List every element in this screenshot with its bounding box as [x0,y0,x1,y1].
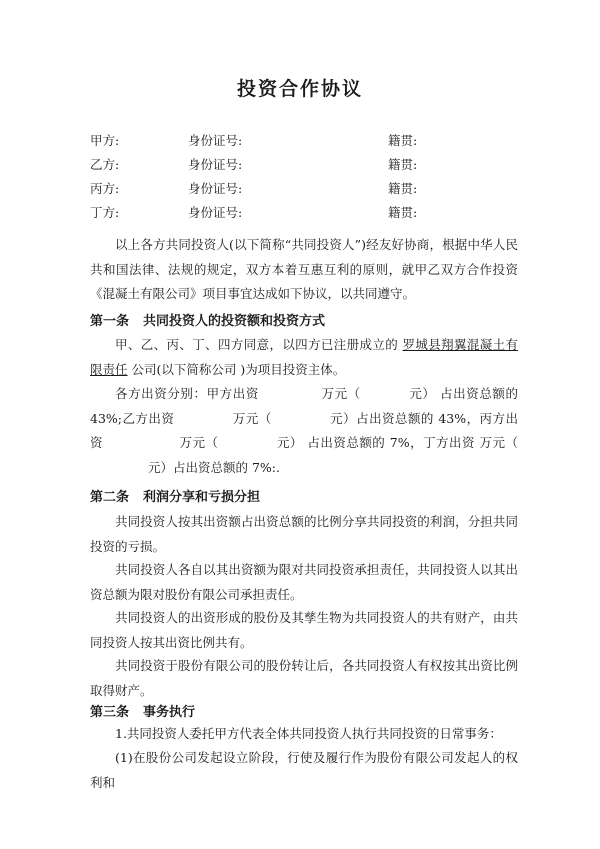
party-origin-label: 籍贯: [388,181,418,196]
article-1-heading [90,310,325,329]
article-3-heading [90,701,195,720]
party-role: 乙方: [90,157,120,172]
article-3-paragraph-1: 1.共同投资人委托甲方代表全体共同投资人执行共同投资的日常事务： [115,726,502,741]
article-number: 第一条 [90,314,130,329]
party-origin-label: 籍贯: [388,133,418,148]
article-title: 事务执行 [143,705,196,720]
document-title: 投资合作协议 [236,78,363,100]
article-title: 共同投资人的投资额和投资方式 [143,314,326,329]
party-role: 丙方: [90,181,120,196]
party-id-label: 身份证号: [188,133,243,148]
intro-paragraph: 以上各方共同投资人(以下简称“共同投资人”)经友好协商，根据中华人民共和国法律、法规的规定，双方本着互惠互利的原则，就甲乙双方合作投资《混凝土有限公司》项目事宜达成如下协议，以共同遵守。 [90,237,518,301]
party-role: 丁方: [90,205,120,220]
article-number: 第三条 [90,705,130,720]
company-name: 罗城县翔翼混凝土有限责任 [90,337,518,377]
article-number: 第二条 [90,490,130,505]
article-2-paragraph-2: 共同投资人各自以其出资额为限对共同投资承担责任，共同投资人以其出资总额为限对股份有限公司承担责任。 [90,562,518,602]
party-role: 甲方: [90,133,120,148]
article-1-paragraph-1: 甲、乙、丙、丁、四方同意，以四方已注册成立的 罗城县翔翼混凝土有限责任 公司(以下简称公司 )为项目投资主体。 [90,337,518,377]
party-id-label: 身份证号: [188,157,243,172]
party-id-label: 身份证号: [188,181,243,196]
article-3-paragraph-2: (1)在股份公司发起设立阶段，行使及履行作为股份有限公司发起人的权利和 [90,750,518,790]
article-2-paragraph-1: 共同投资人按其出资额占出资总额的比例分享共同投资的利润，分担共同投资的亏损。 [90,514,518,554]
article-2-heading [90,486,260,505]
article-1-paragraph-2: 各方出资分别：甲方出资 万元（ 元） 占出资总额的43%;乙方出资 万元（ 元）占出资总额的 43%，丙方出资 万元（ 元） 占出资总额的 7%，丁方出资 万元（元）占出资总额的 7%:. [90,386,518,475]
party-origin-label: 籍贯: [388,157,418,172]
article-2-paragraph-4: 共同投资于股份有限公司的股份转让后，各共同投资人有权按其出资比例取得财产。 [90,658,518,698]
party-origin-label: 籍贯: [388,205,418,220]
article-2-paragraph-3: 共同投资人的出资形成的股份及其孳生物为共同投资人的共有财产，由共同投资人按其出资比例共有。 [90,610,518,650]
party-id-label: 身份证号: [188,205,243,220]
article-title: 利润分享和亏损分担 [143,490,261,505]
